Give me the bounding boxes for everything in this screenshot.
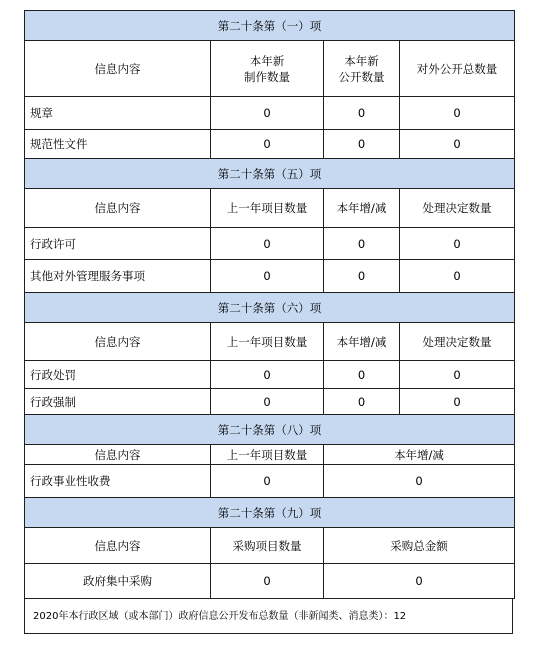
row-value: 0 (324, 130, 400, 159)
row-name: 行政强制 (25, 389, 211, 415)
header-content: 信息内容 (25, 189, 211, 228)
row-name: 行政事业性收费 (25, 465, 211, 498)
table-row (25, 260, 515, 293)
column-header-row (25, 41, 515, 97)
table-row (25, 97, 515, 130)
row-value: 0 (211, 465, 324, 498)
row-value: 0 (211, 260, 324, 293)
section-title: 第二十条第（六）项 (25, 293, 515, 323)
row-value: 0 (324, 564, 515, 599)
info-disclosure-table (24, 10, 515, 599)
section-header-1 (25, 11, 515, 41)
header-decision-count: 处理决定数量 (400, 189, 515, 228)
header-decision-count: 处理决定数量 (400, 323, 515, 361)
header-change: 本年增/减 (324, 189, 400, 228)
row-value: 0 (211, 389, 324, 415)
header-content: 信息内容 (25, 445, 211, 465)
row-value: 0 (400, 228, 515, 260)
table-row (25, 228, 515, 260)
footer-total-note: 2020年本行政区域（或本部门）政府信息公开发布总数量（非新闻类、消息类）：12 (24, 598, 513, 634)
table-row (25, 564, 515, 599)
section-header-8 (25, 415, 515, 445)
row-value: 0 (211, 228, 324, 260)
header-purchase-amount: 采购总金额 (324, 528, 515, 564)
row-value: 0 (400, 389, 515, 415)
header-prev-count: 上一年项目数量 (211, 189, 324, 228)
row-value: 0 (400, 130, 515, 159)
table-row (25, 130, 515, 159)
header-content: 信息内容 (25, 528, 211, 564)
header-new-made: 本年新 制作数量 (211, 41, 324, 97)
table-row (25, 389, 515, 415)
row-value: 0 (211, 97, 324, 130)
header-change: 本年增/减 (324, 323, 400, 361)
column-header-row (25, 189, 515, 228)
row-value: 0 (324, 389, 400, 415)
info-disclosure-table-wrap (24, 10, 514, 599)
row-value: 0 (324, 260, 400, 293)
section-header-9 (25, 498, 515, 528)
row-value: 0 (324, 228, 400, 260)
column-header-row (25, 323, 515, 361)
column-header-row (25, 528, 515, 564)
row-value: 0 (211, 361, 324, 389)
section-header-6 (25, 293, 515, 323)
row-value: 0 (324, 97, 400, 130)
column-header-row (25, 445, 515, 465)
row-name: 规范性文件 (25, 130, 211, 159)
row-value: 0 (400, 260, 515, 293)
row-name: 其他对外管理服务事项 (25, 260, 211, 293)
header-content: 信息内容 (25, 41, 211, 97)
table-row (25, 361, 515, 389)
row-name: 行政许可 (25, 228, 211, 260)
row-value: 0 (324, 361, 400, 389)
row-value: 0 (400, 361, 515, 389)
row-name: 行政处罚 (25, 361, 211, 389)
section-title: 第二十条第（一）项 (25, 11, 515, 41)
table-row (25, 465, 515, 498)
section-title: 第二十条第（五）项 (25, 159, 515, 189)
row-value: 0 (400, 97, 515, 130)
header-prev-count: 上一年项目数量 (211, 323, 324, 361)
header-content: 信息内容 (25, 323, 211, 361)
row-value: 0 (324, 465, 515, 498)
section-title: 第二十条第（九）项 (25, 498, 515, 528)
section-title: 第二十条第（八）项 (25, 415, 515, 445)
header-purchase-count: 采购项目数量 (211, 528, 324, 564)
header-change: 本年增/减 (324, 445, 515, 465)
header-new-public: 本年新 公开数量 (324, 41, 400, 97)
header-total-public: 对外公开总数量 (400, 41, 515, 97)
row-name: 政府集中采购 (25, 564, 211, 599)
row-value: 0 (211, 564, 324, 599)
section-header-5 (25, 159, 515, 189)
row-value: 0 (211, 130, 324, 159)
row-name: 规章 (25, 97, 211, 130)
header-prev-count: 上一年项目数量 (211, 445, 324, 465)
